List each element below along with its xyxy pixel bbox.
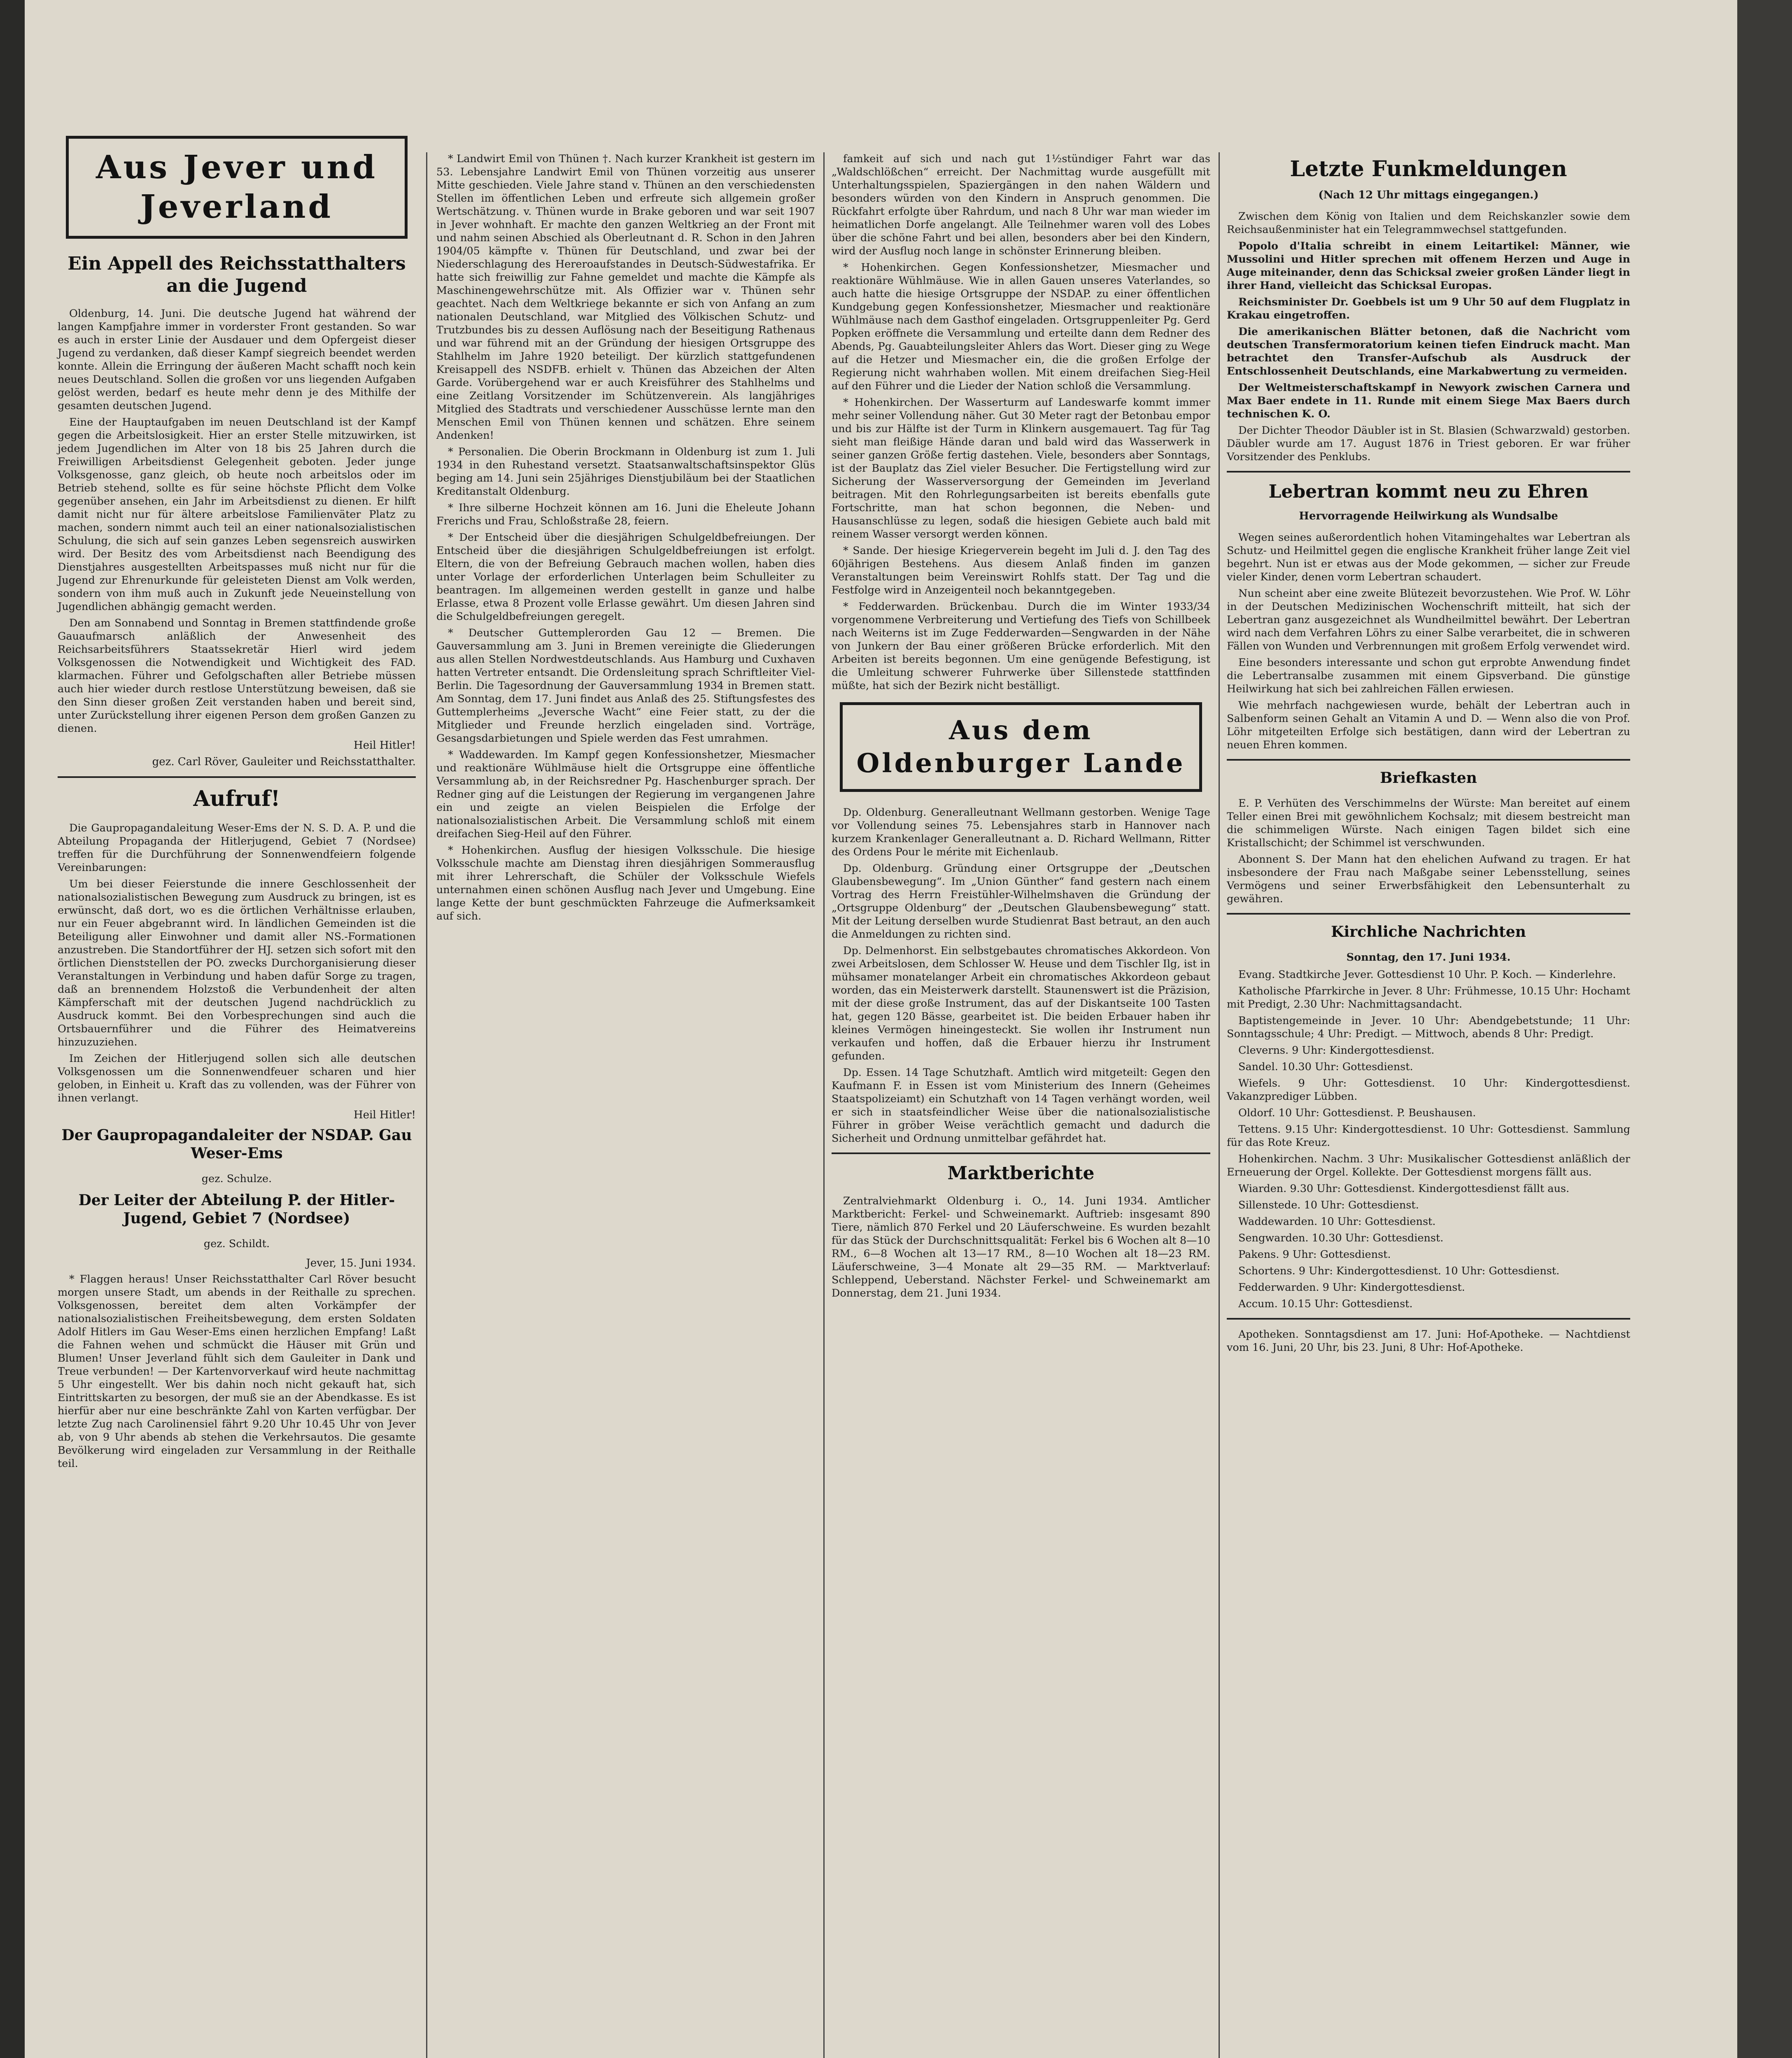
funk-item: Der Dichter Theodor Däubler ist in St. Blasien (Schwarzwald) gestorben. Däubler wurde am 17. August 1876 in Triest geboren. Er war früher Vorsitzender des Penklubs.	[1227, 424, 1630, 463]
appeal-paragraph: Eine der Hauptaufgaben im neuen Deutschland ist der Kampf gegen die Arbeitslosigkeit. Hier an erster Stelle mitzuwirken, ist jedem Jugendlichen im Alter von 18 bis 25 Jahren durch die Freiwilligen Arbeitsdienst Gelegenheit geboten. Jeder junge Volksgenosse, ganz gleich, ob heute noch arbeitslos oder im Betrieb stehend, sollte es für seine höchste Pflicht dem Volke gegenüber ansehen, ein Jahr im Arbeitsdienst zu dienen. Er hilft damit nicht nur für ältere arbeitslose Familienväter Platz zu machen, sondern nimmt auch teil an einer nationalsozialistischen Schulung, die sich auf sein ganzes Leben segensreich auswirken wird. Der Besitz des vom Arbeitsdienst nach Beendigung des Dienstjahres ausgestellten Arbeitspasses muß nicht nur für die Jugend zur Ehrenurkunde für geleisteten Dienst am Volk werden, sondern von ihm muß auch in Zukunft jede Neueinstellung von Jugendlichen abhängig gemacht werden.	[58, 416, 416, 613]
section-title-oldenburg: Aus dem Oldenburger Lande	[840, 702, 1202, 792]
column-4	[1227, 152, 1630, 1357]
divider	[1227, 913, 1630, 915]
lebertran-title: Lebertran kommt neu zu Ehren	[1268, 481, 1589, 502]
local-news-item: * Sande. Der hiesige Kriegerverein begeht im Juli d. J. den Tag des 60jährigen Bestehens. Aus diesem Anlaß finden im ganzen Veranstaltungen beim Vereinswirt Rohlfs statt. Der Tag und die Festfolge wird in Anzeigenteil noch bekanntgegeben.	[832, 545, 1210, 596]
church-item: Fedderwarden. 9 Uhr: Kindergottesdienst.	[1238, 1281, 1465, 1294]
lebertran-paragraph: Wegen seines außerordentlich hohen Vitamingehaltes war Lebertran als Schutz- und Heilmittel gegen die englische Krankheit früher lange Zeit viel begehrt. Nun ist er etwas aus der Mode gekommen, — sicher zur Freude vieler Kinder, denen vorm Lebertran schaudert.	[1227, 531, 1630, 583]
funk-item: Reichsminister Dr. Goebbels ist um 9 Uhr 50 auf dem Flugplatz in Krakau eingetroffen.	[1227, 296, 1630, 321]
local-news-item: * Hohenkirchen. Ausflug der hiesigen Volksschule. Die hiesige Volksschule machte am Dienstag ihren diesjährigen Sommerausflug mit ihrer Lehrerschaft, die Schüler der Volksschule Wiefels unternahmen einen schönen Ausflug nach Jever und Umgebung. Eine lange Kette der bunt geschmückten Fahrzeuge die Aufmerksamkeit auf sich.	[436, 844, 815, 922]
local-news-item: * Der Entscheid über die diesjährigen Schulgeldbefreiungen. Der Entscheid über die diesjährigen Schulgeldbefreiungen ist erfolgt. Eltern, die von der Befreiung Gebrauch machen wollen, haben dies unter Vorlage der erforderlichen Unterlagen beim Schulleiter zu beantragen. Im allgemeinen werden gestellt in ganze und halbe Erlasse, etwa 8 Prozent volle Erlasse gewährt. Um diesen Jahren sind die Schulgeldbefreiungen geregelt.	[436, 531, 815, 623]
funk-item: Zwischen dem König von Italien und dem Reichskanzler sowie dem Reichsaußenminister hat ein Telegrammwechsel stattgefunden.	[1227, 210, 1630, 236]
church-item: Schortens. 9 Uhr: Kindergottesdienst. 10 Uhr: Gottesdienst.	[1238, 1265, 1560, 1277]
funk-item: Der Weltmeisterschaftskampf in Newyork zwischen Carnera und Max Baer endete in 11. Runde mit einem Siege Max Baers durch technischen K. O.	[1227, 382, 1630, 420]
funk-title: Letzte Funkmeldungen	[1290, 156, 1567, 182]
church-item: Katholische Pfarrkirche in Jever. 8 Uhr: Frühmesse, 10.15 Uhr: Hochamt mit Predigt, 2.30 Uhr: Nachmittagsandacht.	[1227, 985, 1630, 1010]
divider	[1227, 471, 1630, 473]
church-item: Oldorf. 10 Uhr: Gottesdienst. P. Beushausen.	[1238, 1107, 1476, 1119]
dateline: Jever, 15. Juni 1934.	[306, 1257, 416, 1269]
column-2	[436, 152, 815, 926]
divider	[58, 776, 416, 778]
column-3	[832, 152, 1210, 1303]
local-news-item: * Waddewarden. Im Kampf gegen Konfessionshetzer, Miesmacher und reaktionäre Wühlmäuse hielt die Ortsgruppe eine öffentliche Versammlung ab, in der Reichsredner Pg. Haschenburger sprach. Der Redner ging auf die Leistungen der Regierung im vergangenen Jahre ein und zeigte an vielen Beispielen die Erfolge der nationalsozialistischen Arbeit. Die Versammlung schloß mit einem dreifachen Sieg-Heil auf den Führer.	[436, 749, 815, 840]
local-news-item: famkeit auf sich und nach gut 1½stündiger Fahrt war das „Waldschlößchen“ erreicht. Der Nachmittag wurde ausgefüllt mit Unterhaltungsspielen, Spaziergängen in den nahen Wäldern und besonders würden von den Kindern in Anspruch genommen. Die Rückfahrt erfolgte über Rahrdum, und nach 8 Uhr war man wieder im heimatlichen Dorfe angelangt. Alle Teilnehmer waren voll des Lobes über die schöne Fahrt und bei allen, besonders aber bei den Kindern, wird der Ausflug noch lange in schönster Erinnerung bleiben.	[832, 153, 1210, 257]
article-title-aufruf: Aufruf!	[193, 786, 280, 811]
apotheke-notice: Apotheken. Sonntagsdienst am 17. Juni: Hof-Apotheke. — Nachtdienst vom 16. Juni, 20 Uhr, bis 23. Juni, 8 Uhr: Hof-Apotheke.	[1227, 1328, 1630, 1354]
column-divider	[426, 152, 427, 2058]
local-news-item: * Deutscher Guttemplerorden Gau 12 — Bremen. Die Gauversammlung am 3. Juni in Bremen vereinigte die Gliederungen aus allen Stellen Nordwestdeutschlands. Aus Hamburg und Cuxhaven hatten Vertreter entsandt. Die Ordensleitung sprach Schriftleiter Viel-Berlin. Die Tagesordnung der Gauversammlung 1934 in Bremen statt. Am Sonntag, dem 17. Juni findet aus Anlaß des 25. Stiftungsfestes des Guttemplerheims „Jeversche Wacht“ eine Feier statt, zu der die Mitglieder und Freunde herzlich eingeladen sind. Vorträge, Gesangsdarbietungen und Spiele werden das Fest umrahmen.	[436, 627, 815, 745]
local-news-item: * Hohenkirchen. Gegen Konfessionshetzer, Miesmacher und reaktionäre Wühlmäuse. Wie in allen Gauen unseres Vaterlandes, so auch hatte die hiesige Ortsgruppe der NSDAP. zu einer öffentlichen Kundgebung gegen Konfessionshetzer, Miesmacher und reaktionäre Wühlmäuse nach dem Gasthof eingeladen. Ortsgruppenleiter Pg. Gerd Popken eröffnete die Versammlung und erteilte dann dem Redner des Abends, Pg. Gauabteilungsleiter Ahlers das Wort. Dieser ging zu Wege auf die Hetzer und Miesmacher ein, die die großen Erfolge der Regierung nicht wahrhaben wollen. Mit einem dreifachen Sieg-Heil auf den Führer und die Lieder der Nation schloß die Versammlung.	[832, 261, 1210, 392]
signatory-name-2: gez. Schildt.	[203, 1238, 270, 1250]
signatory-title-1: Der Gaupropagandaleiter der NSDAP. Gau Weser-Ems	[61, 1127, 412, 1162]
local-news-item: * Landwirt Emil von Thünen †. Nach kurzer Krankheit ist gestern im 53. Lebensjahre Landwirt Emil von Thünen vorzeitig aus unserer Mitte geschieden. Viele Jahre stand v. Thünen an den verschiedensten Stellen im öffentlichen Leben und erfreute sich allgemein großer Wertschätzung. v. Thünen wurde in Brake geboren und war seit 1907 in Jever wohnhaft. Er machte den ganzen Weltkrieg an der Front mit und nahm seinen Abschied als Oberleutnant d. R. Schon in den Jahren 1904/05 kämpfte v. Thünen für Deutschland, und zwar bei der Niederschlagung des Hereroaufstandes in Deutsch-Südwestafrika. Er hatte sich freiwillig zur Fahne gemeldet und machte die Kämpfe als Maschinengewehrschütze mit. Als Offizier war v. Thünen sehr geachtet. Nach dem Weltkriege bekannte er sich von Anfang an zum nationalen Deutschland, war Mitglied des Völkischen Schutz- und Trutzbundes bis zu dessen Auflösung nach der Beseitigung Rathenaus und war führend mit an der Gründung der hiesigen Ortsgruppe des Stahlhelm im Jahre 1920 beteiligt. Der kürzlich stattgefundenen Kreisappell des NSDFB. erhielt v. Thünen das Abzeichen der Alten Garde. Vorübergehend war er auch Kreisführer des Stahlhelms und eine Zeitlang Vorsitzender im Schützenverein. Als langjähriges Mitglied des Stadtrats und verschiedener Ausschüsse lernte man den Menschen Emil von Thünen kennen und schätzen. Ehre seinem Andenken!	[436, 153, 815, 442]
church-item: Sillenstede. 10 Uhr: Gottesdienst.	[1238, 1199, 1419, 1211]
signatory-name-1: gez. Schulze.	[201, 1173, 272, 1185]
briefkasten-title: Briefkasten	[1380, 769, 1477, 787]
funk-item: Die amerikanischen Blätter betonen, daß die Nachricht vom deutschen Transfermoratorium keinen tiefen Eindruck macht. Man betrachtet den Transfer-Aufschub als Ausdruck der Entschlossenheit Deutschlands, eine Markabwertung zu vermeiden.	[1227, 326, 1630, 377]
newspaper-page	[25, 0, 1737, 2058]
church-item: Cleverns. 9 Uhr: Kindergottesdienst.	[1238, 1044, 1435, 1057]
local-news-item: * Fedderwarden. Brückenbau. Durch die im Winter 1933/34 vorgenommene Verbreiterung und Vertiefung des Tiefs von Schillbeek nach Weiterns ist im Zuge Fedderwarden—Sengwarden in der Nähe von Junkern der Bau einer größeren Brücke erforderlich. Mit den Arbeiten ist bereits begonnen. Um eine genügende Befestigung, ist die Umleitung schwerer Fuhrwerke über Sillenstede stattfinden müßte, hat sich der Bezirk nicht beställigt.	[832, 601, 1210, 692]
article-title-appeal: Ein Appell des Reichsstatthalters an die Jugend	[68, 253, 406, 296]
divider	[1227, 1318, 1630, 1320]
regional-news-item: Dp. Oldenburg. Gründung einer Ortsgruppe der „Deutschen Glaubensbewegung“. Im „Union Günther“ fand gestern nach einem Vortrag des Herrn Freistühler-Wilhelmshaven die Gründung der „Ortsgruppe Oldenburg“ der „Deutschen Glaubensbewegung“ statt. Mit der Leitung derselben wurde Studienrat Bast betraut, an den auch die Anmeldungen zu richten sind.	[832, 862, 1210, 941]
divider	[1227, 759, 1630, 761]
church-item: Sandel. 10.30 Uhr: Gottesdienst.	[1238, 1061, 1413, 1073]
column-divider	[1219, 152, 1220, 2058]
aufruf-heil: Heil Hitler!	[354, 1109, 416, 1121]
church-title: Kirchliche Nachrichten	[1331, 923, 1526, 941]
church-item: Baptistengemeinde in Jever. 10 Uhr: Abendgebetstunde; 11 Uhr: Sonntagsschule; 4 Uhr: Predigt. — Mittwoch, abends 8 Uhr: Predigt.	[1227, 1015, 1630, 1040]
column-divider	[823, 152, 825, 2058]
local-news-item: * Personalien. Die Oberin Brockmann in Oldenburg ist zum 1. Juli 1934 in den Ruhestand versetzt. Staatsanwaltschaftsinspektor Glüs beging am 14. Juni sein 25jähriges Dienstjubiläum bei der Staatlichen Kreditanstalt Oldenburg.	[436, 446, 815, 498]
regional-news-item: Dp. Oldenburg. Generalleutnant Wellmann gestorben. Wenige Tage vor Vollendung seines 75. Lebensjahres starb in Hannover nach kurzem Krankenlager Generalleutnant a. D. Richard Wellmann, Ritter des Ordens Pour le mérite mit Eichenlaub.	[832, 806, 1210, 858]
briefkasten-item: Abonnent S. Der Mann hat den ehelichen Aufwand zu tragen. Er hat insbesondere der Frau nach Maßgabe seiner Lebensstellung, seines Vermögens und seiner Erwerbsfähigkeit den Lebensunterhalt zu gewähren.	[1227, 853, 1630, 905]
signatory-title-2: Der Leiter der Abteilung P. der Hitler-Jugend, Gebiet 7 (Nordsee)	[78, 1192, 395, 1227]
funk-item: Popolo d'Italia schreibt in einem Leitartikel: Männer, wie Mussolini und Hitler sprechen mit offenem Herzen und Auge in Auge miteinander, denn das Schicksal zweier großen Länder liegt in ihrer Hand, vielleicht das Schicksal Europas.	[1227, 240, 1630, 292]
church-item: Sengwarden. 10.30 Uhr: Gottesdienst.	[1238, 1232, 1444, 1244]
market-report: Zentralviehmarkt Oldenburg i. O., 14. Juni 1934. Amtlicher Marktbericht: Ferkel- und Schweinemarkt. Auftrieb: insgesamt 890 Tiere, nämlich 870 Ferkel und 20 Läuferschweine. Es wurden bezahlt für das Stück der Durchschnittsqualität: Ferkel bis 6 Wochen alt 8—10 RM., 6—8 Wochen alt 13—17 RM., 8—10 Wochen alt 18—23 RM. Läuferschweine, 3—4 Monate alt 29—35 RM. — Marktverlauf: Schleppend, Ueberstand. Nächster Ferkel- und Schweinemarkt am Donnerstag, dem 21. Juni 1934.	[832, 1195, 1210, 1299]
flags-paragraph: * Flaggen heraus! Unser Reichsstatthalter Carl Röver besucht morgen unsere Stadt, um abends in der Reithalle zu sprechen. Volksgenossen, bereitet dem alten Vorkämpfer der nationalsozialistischen Freiheitsbewegung, dem ersten Soldaten Adolf Hitlers im Gau Weser-Ems einen herzlichen Empfang! Laßt die Fahnen wehen und schmückt die Häuser mit Grün und Blumen! Unser Jeverland fühlt sich dem Gauleiter in Dank und Treue verbunden! — Der Kartenvorverkauf wird heute nachmittag 5 Uhr eingestellt. Wer bis dahin noch nicht gekauft hat, sich Eintrittskarten zu besorgen, der muß sie an der Abendkasse. Es ist hierfür aber nur eine beschränkte Zahl von Karten verfügbar. Der letzte Zug nach Carolinensiel fährt 9.20 Uhr 10.45 Uhr von Jever ab, von 9 Uhr abends ab stehen die Verkehrsautos. Die gesamte Bevölkerung wird eingeladen zur Versammlung in der Reithalle teil.	[58, 1273, 416, 1470]
church-item: Tettens. 9.15 Uhr: Kindergottesdienst. 10 Uhr: Gottesdienst. Sammlung für das Rote Kreuz.	[1227, 1123, 1630, 1149]
funk-subtitle: (Nach 12 Uhr mittags eingegangen.)	[1318, 189, 1539, 201]
regional-news-item: Dp. Essen. 14 Tage Schutzhaft. Amtlich wird mitgeteilt: Gegen den Kaufmann F. in Essen ist vom Ministerium des Innern (Geheimes Staatspolizeiamt) ein Schutzhaft von 14 Tagen verhängt worden, weil er sich in staatsfeindlicher Weise über die nationalsozialistische Führer in gröber Weise verächtlich gemacht und dadurch die Sicherheit und Ordnung unmittelbar gefährdet hat.	[832, 1066, 1210, 1145]
church-item: Evang. Stadtkirche Jever. Gottesdienst 10 Uhr. P. Koch. — Kinderlehre.	[1238, 968, 1616, 981]
aufruf-paragraph: Die Gaupropagandaleitung Weser-Ems der N. S. D. A. P. und die Abteilung Propaganda der Hitlerjugend, Gebiet 7 (Nordsee) treffen für die Durchführung der Sonnenwendfeiern folgende Vereinbarungen:	[58, 822, 416, 874]
column-1	[58, 136, 416, 1474]
divider	[832, 1152, 1210, 1154]
lebertran-paragraph: Wie mehrfach nachgewiesen wurde, behält der Lebertran auch in Salbenform seinen Gehalt an Vitamin A und D. — Wenn also die von Prof. Löhr mitgeteilten Erfolge sich bestätigen, dann wird der Lebertran zu neuen Ehren kommen.	[1227, 699, 1630, 751]
page-edge-shadow	[1737, 0, 1792, 2058]
church-item: Wiarden. 9.30 Uhr: Gottesdienst. Kindergottesdienst fällt aus.	[1238, 1183, 1570, 1195]
church-item: Waddewarden. 10 Uhr: Gottesdienst.	[1238, 1215, 1436, 1228]
church-date: Sonntag, den 17. Juni 1934.	[1346, 951, 1511, 964]
church-item: Hohenkirchen. Nachm. 3 Uhr: Musikalischer Gottesdienst anläßlich der Erneuerung der Orgel. Kollekte. Der Gottesdienst morgens fällt aus.	[1227, 1153, 1630, 1178]
appeal-paragraph: Oldenburg, 14. Juni. Die deutsche Jugend hat während der langen Kampfjahre immer in vorderster Front gestanden. So war es auch in erster Linie der Ausdauer und dem Opfergeist dieser Jugend zu verdanken, daß dieser Kampf siegreich beendet werden konnte. Allein die Erringung der äußeren Macht schafft noch kein neues Deutschland. Sollen die großen vor uns liegenden Aufgaben gelöst werden, bedarf es heute mehr denn je des Mithilfe der gesamten deutschen Jugend.	[58, 307, 416, 412]
local-news-item: * Hohenkirchen. Der Wasserturm auf Landeswarfe kommt immer mehr seiner Vollendung näher. Gut 30 Meter ragt der Betonbau empor und bis zur Hälfte ist der Turm in Klinkern ausgemauert. Tag für Tag sieht man fleißige Hände daran und bald wird das Wasserwerk in seiner ganzen Größe fertig dastehen. Viele, besonders aber Sonntags, ist der Bauplatz das Ziel vieler Besucher. Die Fertigstellung wird zur Sicherung der Wasserversorgung der Gemeinden im Jeverland beitragen. Mit den Rohrlegungsarbeiten ist bereits ebenfalls gute Fortschritte, man hat schon begonnen, die Neben- und Hausanschlüsse zu legen, sodaß die hiesigen Gebiete auch bald mit reinem Wasser versorgt werden können.	[832, 396, 1210, 540]
market-title: Marktberichte	[947, 1163, 1095, 1184]
lebertran-subtitle: Hervorragende Heilwirkung als Wundsalbe	[1299, 510, 1558, 522]
lebertran-paragraph: Nun scheint aber eine zweite Blütezeit bevorzustehen. Wie Prof. W. Löhr in der Deutschen Medizinischen Wochenschrift mitteilt, hat sich der Lebertran ganz ausgezeichnet als Wundheilmittel bewährt. Der Lebertran wird nach dem Verfahren Löhrs zu einer Salbe verarbeitet, die in schweren Fällen von Wunden und Verbrennungen mit großem Erfolg verwendet wird.	[1227, 587, 1630, 652]
lebertran-paragraph: Eine besonders interessante und schon gut erprobte Anwendung findet die Lebertransalbe zusammen mit einem Gipsverband. Die günstige Heilwirkung hat sich bei zahlreichen Fällen erwiesen.	[1227, 657, 1630, 695]
aufruf-paragraph: Um bei dieser Feierstunde die innere Geschlossenheit der nationalsozialistischen Bewegung zum Ausdruck zu bringen, ist es erwünscht, daß dort, wo es die örtlichen Verhältnisse erlauben, nur ein Feuer abgebrannt wird. In ländlichen Gemeinden ist die Beteiligung aller Einwohner und damit aller NS.-Formationen anzustreben. Die Standortführer der HJ. setzen sich sofort mit den örtlichen Dienststellen der PO. zwecks Durchorganisierung dieser Veranstaltungen in Verbindung und haben dafür Sorge zu tragen, daß an brennendem Holzstoß die Verbundenheit der alten Kämpferschaft mit der deutschen Jugend nachdrücklich zu Ausdruck kommt. Bei den Vorbesprechungen sind auch die Ortsbauernführer und die Führer des Heimatvereins hinzuzuziehen.	[58, 878, 416, 1048]
appeal-paragraph: Den am Sonnabend und Sonntag in Bremen stattfindende große Gauaufmarsch anläßlich der Anwesenheit des Reichsarbeitsführers Staatssekretär Hierl wird jedem Volksgenossen die Notwendigkeit und Wichtigkeit des FAD. klarmachen. Führer und Gefolgschaften aller Betriebe müssen auch hier wieder durch restlose Unterstützung beweisen, daß sie den Sinn dieser großen Zeit verstanden haben und bereit sind, unter Zurückstellung ihrer eigenen Person dem großen Ganzen zu dienen.	[58, 617, 416, 735]
appeal-heil: Heil Hitler!	[354, 739, 416, 752]
church-item: Wiefels. 9 Uhr: Gottesdienst. 10 Uhr: Kindergottesdienst. Vakanzprediger Lübben.	[1227, 1077, 1630, 1103]
section-title-jever: Aus Jever und Jeverland	[66, 136, 408, 239]
briefkasten-item: E. P. Verhüten des Verschimmelns der Würste: Man bereitet auf einem Teller einen Brei mit gewöhnlichem Kochsalz; mit diesem bestreicht man die schimmeligen Würste. Nach einigen Tagen bildet sich eine Kristallschicht; der Schimmel ist verschwunden.	[1227, 797, 1630, 849]
appeal-signature: gez. Carl Röver, Gauleiter und Reichsstatthalter.	[152, 756, 416, 768]
aufruf-paragraph: Im Zeichen der Hitlerjugend sollen sich alle deutschen Volksgenossen um die Sonnenwendfeuer scharen und hier geloben, in Einheit u. Kraft das zu vollenden, was der Führer von ihnen verlangt.	[58, 1052, 416, 1104]
regional-news-item: Dp. Delmenhorst. Ein selbstgebautes chromatisches Akkordeon. Von zwei Arbeitslosen, dem Schlosser W. Heuse und dem Tischler Ilg, ist in mühsamer monatelanger Arbeit ein chromatisches Akkordeon gebaut worden, das ein Meisterwerk darstellt. Staunenswert ist die Präzision, mit der diese große Instrument, das auf der Diskantseite 100 Tasten hat, gegen 120 Bässe, gearbeitet ist. Die beiden Erbauer haben ihr kleines Vermögen hineingesteckt. Sie wollen ihr Instrument nun verkaufen und hoffen, daß die Erbauer hierzu ihr Instrument gefunden.	[832, 945, 1210, 1062]
local-news-item: * Ihre silberne Hochzeit können am 16. Juni die Eheleute Johann Frerichs und Frau, Schloßstraße 28, feiern.	[436, 502, 815, 527]
church-item: Pakens. 9 Uhr: Gottesdienst.	[1238, 1248, 1391, 1261]
church-item: Accum. 10.15 Uhr: Gottesdienst.	[1238, 1298, 1413, 1310]
